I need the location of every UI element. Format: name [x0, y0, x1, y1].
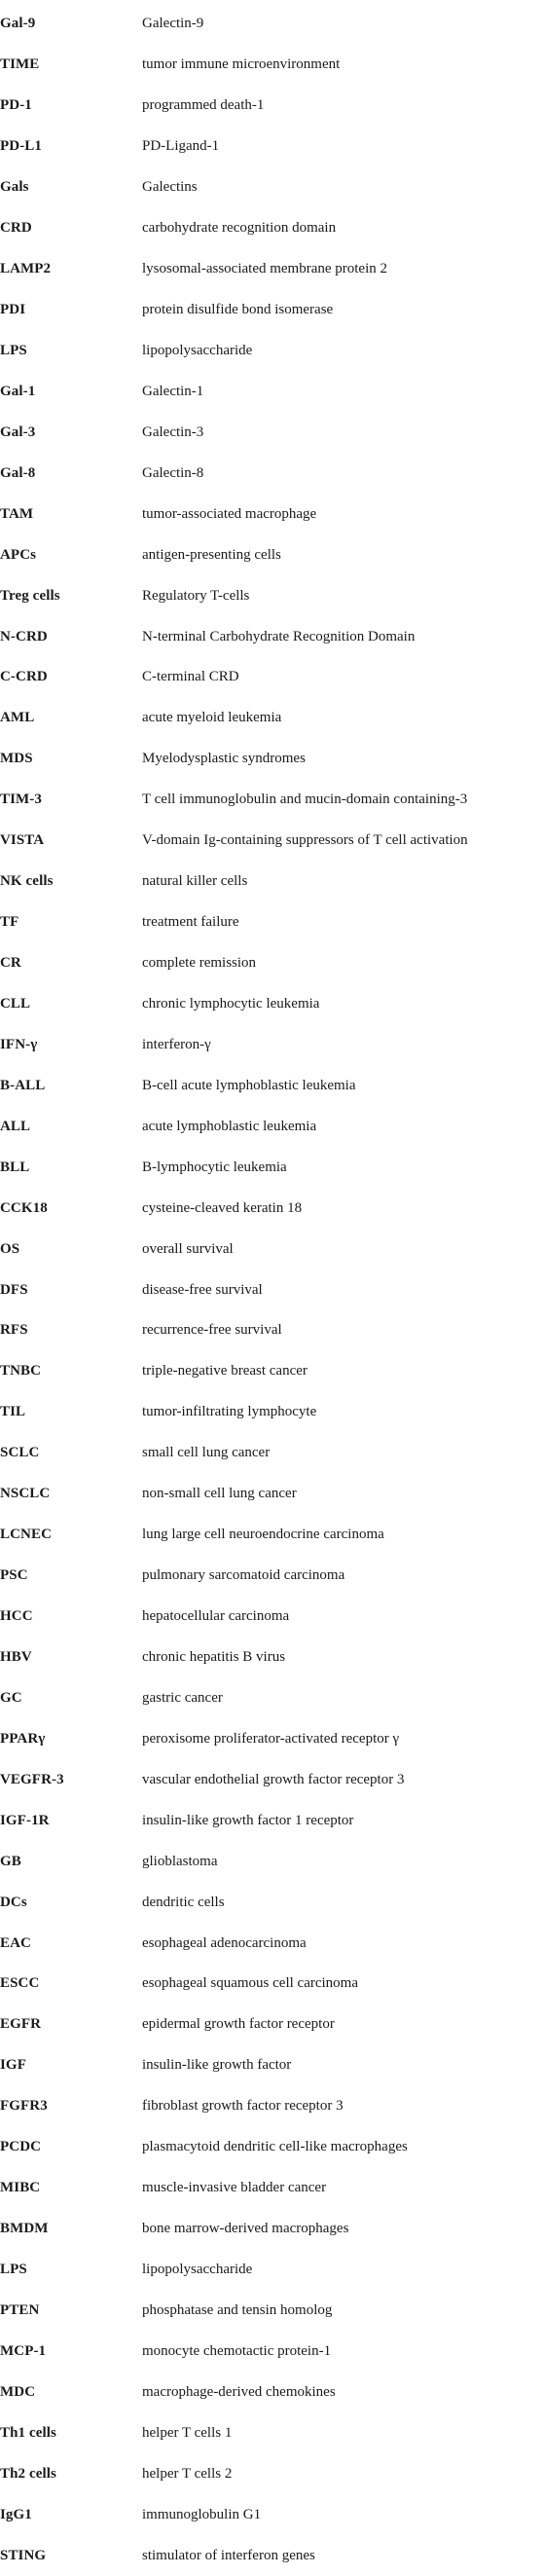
abbreviation-term: PTEN: [0, 2301, 40, 2318]
abbreviation-definition: epidermal growth factor receptor: [142, 2016, 335, 2033]
abbreviation-definition: Myelodysplastic syndromes: [142, 751, 306, 767]
abbreviation-term: STING: [0, 2547, 47, 2563]
abbreviation-definition: helper T cells 1: [142, 2424, 233, 2441]
abbreviation-term: B-ALL: [0, 1077, 46, 1093]
abbreviation-row: [0, 943, 543, 984]
abbreviation-row: [0, 657, 543, 698]
abbreviation-definition: Galectin-3: [142, 423, 204, 440]
abbreviation-row: [0, 1147, 543, 1188]
abbreviation-definition: Regulatory T-cells: [142, 587, 250, 604]
abbreviation-term: Treg cells: [0, 587, 60, 604]
abbreviation-row: [0, 2045, 543, 2086]
abbreviation-row: [0, 575, 543, 616]
abbreviation-term: TIME: [0, 56, 40, 73]
abbreviation-term: TF: [0, 914, 19, 931]
abbreviation-definition: phosphatase and tensin homolog: [142, 2301, 333, 2318]
abbreviation-definition: lipopolysaccharide: [142, 2262, 253, 2278]
abbreviation-definition: monocyte chemotactic protein-1: [142, 2342, 332, 2359]
abbreviation-row: [0, 1310, 543, 1351]
abbreviation-row: [0, 902, 543, 943]
abbreviation-term: APCs: [0, 546, 37, 563]
abbreviation-definition: cysteine-cleaved keratin 18: [142, 1199, 303, 1216]
abbreviation-term: VISTA: [0, 832, 45, 849]
abbreviation-row: [0, 862, 543, 902]
abbreviation-definition: protein disulfide bond isomerase: [142, 302, 334, 318]
abbreviation-row: [0, 1433, 543, 1474]
abbreviation-definition: stimulator of interferon genes: [142, 2547, 315, 2563]
abbreviation-row: [0, 698, 543, 739]
abbreviation-term: IgG1: [0, 2506, 32, 2522]
abbreviation-term: BLL: [0, 1159, 30, 1175]
abbreviation-term: PD-1: [0, 97, 32, 114]
abbreviation-term: TAM: [0, 505, 34, 522]
abbreviation-term: Gals: [0, 179, 29, 196]
abbreviation-term: DCs: [0, 1894, 27, 1910]
abbreviation-definition: peroxisome proliferator-activated receptor γ: [142, 1730, 400, 1747]
abbreviation-definition: Galectin-8: [142, 464, 204, 481]
abbreviation-term: ESCC: [0, 1975, 40, 1992]
abbreviation-row: [0, 1474, 543, 1515]
abbreviation-definition: tumor immune microenvironment: [142, 56, 341, 73]
abbreviation-definition: esophageal adenocarcinoma: [142, 1934, 307, 1951]
abbreviation-term: MDC: [0, 2383, 36, 2400]
abbreviation-row: [0, 1270, 543, 1310]
abbreviation-definition: N-terminal Carbohydrate Recognition Domain: [142, 628, 416, 644]
abbreviation-term: LPS: [0, 2262, 27, 2278]
abbreviation-term: PDI: [0, 302, 26, 318]
abbreviation-definition: muscle-invasive bladder cancer: [142, 2180, 327, 2196]
abbreviation-definition: fibroblast growth factor receptor 3: [142, 2098, 344, 2115]
abbreviation-definition: treatment failure: [142, 914, 239, 931]
abbreviation-row: [0, 2453, 543, 2494]
abbreviation-definition: natural killer cells: [142, 873, 248, 890]
abbreviation-row: [0, 1515, 543, 1556]
abbreviation-definition: gastric cancer: [142, 1689, 223, 1706]
abbreviation-definition: Galectin-1: [142, 383, 204, 399]
abbreviation-definition: helper T cells 2: [142, 2465, 233, 2482]
abbreviation-term: TIM-3: [0, 791, 42, 808]
abbreviation-term: MIBC: [0, 2180, 41, 2196]
abbreviation-row: [0, 2331, 543, 2372]
abbreviation-row: [0, 1718, 543, 1759]
abbreviation-definition: plasmacytoid dendritic cell-like macrophages: [142, 2139, 408, 2155]
abbreviation-definition: overall survival: [142, 1240, 234, 1257]
abbreviation-term: IFN-γ: [0, 1036, 38, 1052]
abbreviation-term: CR: [0, 955, 21, 972]
abbreviation-definition: Galectins: [142, 179, 198, 196]
abbreviation-row: [0, 1841, 543, 1882]
abbreviation-row: [0, 1923, 543, 1964]
abbreviation-row: [0, 1392, 543, 1433]
abbreviation-definition: small cell lung cancer: [142, 1445, 271, 1461]
abbreviation-term: MDS: [0, 751, 33, 767]
abbreviation-definition: macrophage-derived chemokines: [142, 2383, 336, 2400]
abbreviation-term: GC: [0, 1689, 22, 1706]
abbreviation-definition: T cell immunoglobulin and mucin-domain containing-3: [142, 791, 468, 808]
abbreviation-term: Gal-8: [0, 464, 36, 481]
abbreviation-term: PCDC: [0, 2139, 42, 2155]
abbreviation-term: MCP-1: [0, 2342, 47, 2359]
abbreviation-row: [0, 290, 543, 331]
abbreviation-definition: lipopolysaccharide: [142, 342, 253, 358]
abbreviation-term: CRD: [0, 220, 32, 237]
abbreviation-row: [0, 2086, 543, 2127]
abbreviation-term: RFS: [0, 1322, 28, 1339]
abbreviation-definition: PD-Ligand-1: [142, 138, 220, 155]
abbreviation-definition: immunoglobulin G1: [142, 2506, 262, 2522]
abbreviation-term: HCC: [0, 1608, 33, 1625]
abbreviation-row: [0, 1638, 543, 1678]
abbreviation-definition: tumor-associated macrophage: [142, 505, 317, 522]
abbreviation-row: [0, 412, 543, 453]
abbreviation-row: [0, 780, 543, 821]
abbreviation-row: [0, 984, 543, 1025]
abbreviation-definition: antigen-presenting cells: [142, 546, 281, 563]
abbreviation-definition: interferon-γ: [142, 1036, 211, 1052]
abbreviation-definition: insulin-like growth factor: [142, 2057, 292, 2074]
abbreviation-term: HBV: [0, 1648, 32, 1665]
abbreviation-row: [0, 2127, 543, 2168]
abbreviation-term: PPARγ: [0, 1730, 46, 1747]
abbreviation-row: [0, 494, 543, 534]
abbreviation-term: EGFR: [0, 2016, 42, 2033]
abbreviation-term: TNBC: [0, 1363, 42, 1380]
abbreviation-row: [0, 1351, 543, 1392]
abbreviation-row: [0, 2412, 543, 2453]
abbreviation-row: [0, 208, 543, 249]
abbreviation-definition: pulmonary sarcomatoid carcinoma: [142, 1567, 345, 1584]
abbreviation-term: LCNEC: [0, 1527, 53, 1543]
abbreviation-row: [0, 249, 543, 290]
abbreviation-row: [0, 1024, 543, 1065]
abbreviation-term: IGF: [0, 2057, 26, 2074]
abbreviation-row: [0, 1677, 543, 1718]
abbreviation-definition: disease-free survival: [142, 1281, 263, 1298]
abbreviation-definition: glioblastoma: [142, 1853, 218, 1869]
abbreviation-definition: insulin-like growth factor 1 receptor: [142, 1812, 354, 1828]
abbreviation-definition: tumor-infiltrating lymphocyte: [142, 1404, 317, 1420]
abbreviation-row: [0, 1964, 543, 2005]
abbreviation-row: [0, 1759, 543, 1800]
abbreviation-definition: acute lymphoblastic leukemia: [142, 1118, 317, 1134]
abbreviation-definition: lung large cell neuroendocrine carcinoma: [142, 1527, 384, 1543]
abbreviation-term: PD-L1: [0, 138, 42, 155]
abbreviation-definition: programmed death-1: [142, 97, 265, 114]
abbreviation-definition: esophageal squamous cell carcinoma: [142, 1975, 358, 1992]
abbreviation-definition: bone marrow-derived macrophages: [142, 2221, 349, 2237]
abbreviation-term: FGFR3: [0, 2098, 48, 2115]
abbreviation-row: [0, 2209, 543, 2250]
abbreviation-term: Gal-3: [0, 423, 36, 440]
abbreviation-definition: C-terminal CRD: [142, 669, 239, 685]
abbreviation-definition: vascular endothelial growth factor receptor 3: [142, 1771, 405, 1787]
abbreviation-term: Th1 cells: [0, 2424, 56, 2441]
abbreviation-term: PSC: [0, 1567, 28, 1584]
abbreviation-row: [0, 331, 543, 372]
abbreviation-term: Gal-1: [0, 383, 36, 399]
abbreviation-definition: triple-negative breast cancer: [142, 1363, 308, 1380]
abbreviation-definition: lysosomal-associated membrane protein 2: [142, 261, 388, 277]
abbreviation-definition: chronic lymphocytic leukemia: [142, 995, 320, 1012]
abbreviation-definition: Galectin-9: [142, 16, 204, 32]
abbreviation-definition: B-cell acute lymphoblastic leukemia: [142, 1077, 356, 1093]
abbreviation-term: NSCLC: [0, 1486, 51, 1502]
abbreviation-definition: B-lymphocytic leukemia: [142, 1159, 287, 1175]
abbreviation-term: OS: [0, 1240, 20, 1257]
abbreviation-row: [0, 4, 543, 45]
abbreviation-term: LAMP2: [0, 261, 52, 277]
abbreviation-row: [0, 616, 543, 657]
abbreviation-row: [0, 1556, 543, 1597]
abbreviation-term: Th2 cells: [0, 2465, 56, 2482]
abbreviation-row: [0, 2291, 543, 2332]
abbreviation-term: C-CRD: [0, 669, 48, 685]
abbreviation-term: VEGFR-3: [0, 1771, 64, 1787]
abbreviation-term: IGF-1R: [0, 1812, 50, 1828]
abbreviation-definition: V-domain Ig-containing suppressors of T cell activation: [142, 832, 468, 849]
abbreviation-row: [0, 1229, 543, 1270]
abbreviation-row: [0, 2494, 543, 2535]
abbreviation-row: [0, 371, 543, 412]
abbreviation-row: [0, 1106, 543, 1147]
abbreviation-definition: chronic hepatitis B virus: [142, 1648, 286, 1665]
abbreviation-term: EAC: [0, 1934, 31, 1951]
abbreviation-term: Gal-9: [0, 16, 36, 32]
abbreviation-row: [0, 1800, 543, 1841]
abbreviation-row: [0, 167, 543, 208]
abbreviation-row: [0, 534, 543, 575]
abbreviation-definition: non-small cell lung cancer: [142, 1486, 297, 1502]
abbreviation-row: [0, 821, 543, 862]
abbreviation-definition: recurrence-free survival: [142, 1322, 282, 1339]
abbreviation-definition: dendritic cells: [142, 1894, 225, 1910]
abbreviation-row: [0, 45, 543, 86]
abbreviation-term: NK cells: [0, 873, 54, 890]
abbreviation-definition: complete remission: [142, 955, 257, 972]
abbreviation-row: [0, 2535, 543, 2576]
abbreviation-row: [0, 1188, 543, 1229]
abbreviation-row: [0, 2005, 543, 2045]
abbreviation-term: LPS: [0, 342, 27, 358]
abbreviation-term: SCLC: [0, 1445, 40, 1461]
abbreviation-definition: hepatocellular carcinoma: [142, 1608, 290, 1625]
abbreviation-term: BMDM: [0, 2221, 49, 2237]
abbreviation-row: [0, 86, 543, 127]
abbreviation-row: [0, 2372, 543, 2412]
abbreviation-row: [0, 127, 543, 167]
abbreviation-term: GB: [0, 1853, 21, 1869]
abbreviation-definition: carbohydrate recognition domain: [142, 220, 337, 237]
abbreviation-definition: acute myeloid leukemia: [142, 710, 282, 726]
abbreviation-term: N-CRD: [0, 628, 48, 644]
abbreviation-term: CCK18: [0, 1199, 48, 1216]
abbreviation-term: DFS: [0, 1281, 28, 1298]
abbreviation-term: CLL: [0, 995, 31, 1012]
abbreviation-term: TIL: [0, 1404, 26, 1420]
abbreviation-row: [0, 2168, 543, 2209]
abbreviation-row: [0, 1597, 543, 1638]
abbreviation-row: [0, 739, 543, 780]
abbreviation-row: [0, 453, 543, 494]
abbreviation-term: ALL: [0, 1118, 31, 1134]
abbreviation-term: AML: [0, 710, 35, 726]
abbreviation-row: [0, 1065, 543, 1106]
abbreviation-row: [0, 1882, 543, 1923]
abbreviation-row: [0, 2250, 543, 2291]
